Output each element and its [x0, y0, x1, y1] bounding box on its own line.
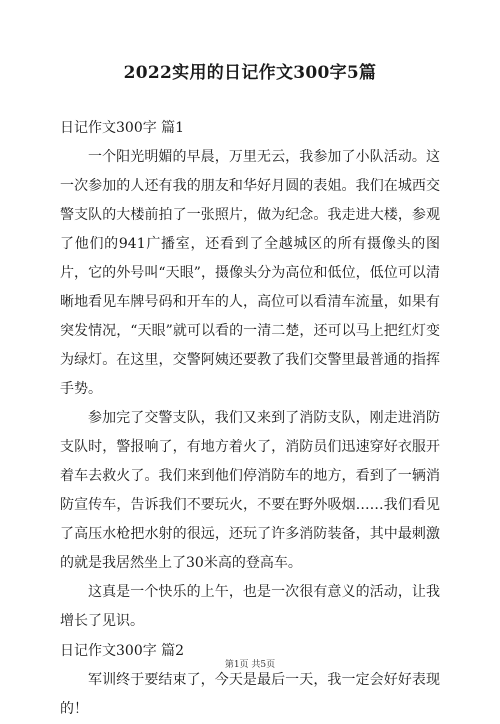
section-1-paragraph-3: 这真是一个快乐的上午，也是一次很有意义的活动，让我增长了见识。	[60, 584, 440, 629]
page-footer: 第1页 共5页	[224, 660, 276, 670]
section-1-paragraph-1: 一个阳光明媚的早晨，万里无云，我参加了小队活动。这一次参加的人还有我的朋友和华好月圆的表姐。我们在城西交警支队的大楼前拍了一张照片，做为纪念。我走进大楼，参观了他们的941广播室，还看到了全越城区的所有摄像头的图片，它的外号叫“天眼”，摄像头分为高位和低位，低位可以清晰地看见车牌号码和开车的人，高位可以看清车流量，如果有突发情况，“天眼”就可以看的一清二楚，还可以马上把红灯变为绿灯。在这里，交警阿姨还要教了我们交警里最普通的指挥手势。	[60, 149, 440, 397]
document-body	[60, 113, 440, 724]
section-1-heading: 日记作文300字 篇1	[60, 120, 185, 136]
section-2-heading: 日记作文300字 篇2	[60, 643, 185, 659]
section-2-paragraph-1: 军训终于要结束了，今天是最后一天，我一定会好好表现的！	[60, 672, 440, 717]
section-1	[60, 113, 440, 636]
section-2	[60, 636, 440, 724]
document-title: 2022实用的日记作文300字5篇	[123, 63, 377, 83]
section-1-paragraph-2: 参加完了交警支队，我们又来到了消防支队，刚走进消防支队时，警报响了，有地方着火了，消防员们迅速穿好衣服开着车去救火了。我们来到他们停消防车的地方，看到了一辆消防宣传车，告诉我们不要玩火，不要在野外吸烟……我们看见了高压水枪把水射的很远，还玩了许多消防装备，其中最刺激的就是我居然坐上了30米高的登高车。	[60, 410, 440, 571]
